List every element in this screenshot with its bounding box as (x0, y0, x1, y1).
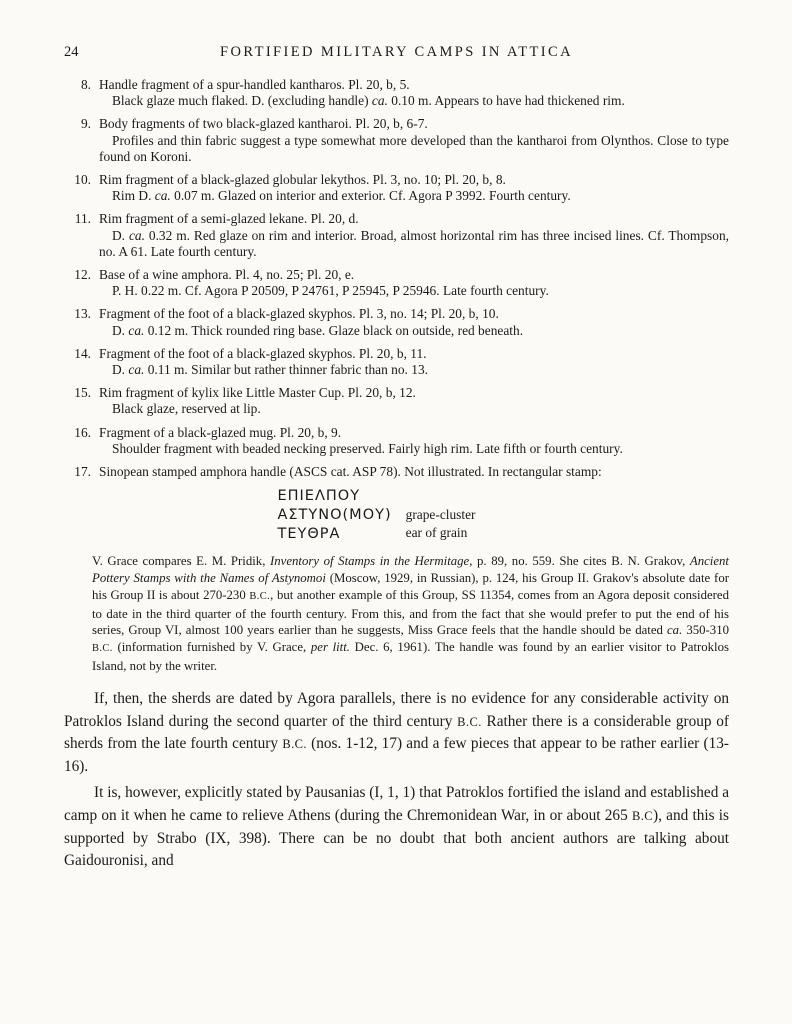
text-run: (information furnished by V. Grace, (112, 640, 311, 655)
entry-content (99, 211, 729, 260)
catalog-entry (64, 267, 729, 299)
entry-body-text (99, 283, 729, 299)
text-run: Fragment of the foot of a black-glazed skyphos. Pl. 20, b, 11. (99, 345, 427, 361)
text-run: (Moscow, 1929, in Russian), p. 124, his Group II. Grakov's absolute date for his Group II is about 270-230 (92, 571, 729, 602)
text-run: B.C. (282, 737, 307, 752)
catalog-entry (64, 385, 729, 417)
entry-head-text (99, 385, 729, 401)
text-run: Rim fragment of kylix like Little Master Cup. Pl. 20, b, 12. (99, 385, 416, 401)
text-run: 0.11 m. Similar but rather thinner fabric than no. 13. (144, 362, 428, 378)
text-run: If, then, the sherds are dated by Agora parallels, there is no evidence for any considerable activity on Patroklos Island during the second quarter of the third century (64, 689, 729, 730)
text-run: Inventory of Stamps in the Hermitage (270, 554, 470, 569)
catalog-entry (64, 306, 729, 338)
body-paragraph-2 (64, 782, 729, 873)
text-run: Black glaze, reserved at lip. (112, 401, 261, 417)
text-run: B.C. (92, 643, 113, 655)
text-run: B.C. (457, 714, 482, 729)
text-run: (nos. 1-12, 17) and a few pieces that appear to be rather earlier (13-16). (64, 735, 729, 776)
catalog-entry (64, 116, 729, 165)
stamp-greek-line-3: ΤΕΥΘΡΑ (277, 526, 341, 543)
entry-number: 15. (74, 385, 91, 401)
stamp-annotation-ear-of-grain: ear of grain (405, 525, 468, 541)
catalog-entry (64, 211, 729, 260)
entry-body-text (99, 401, 729, 417)
stamp-greek-text (277, 487, 391, 544)
entry-number: 8. (80, 77, 91, 92)
entry-number: 10. (74, 172, 91, 188)
entry-head-text (99, 267, 729, 283)
entry-body-text (99, 228, 729, 260)
entry-number: 14. (74, 345, 91, 361)
entry-content (99, 306, 729, 338)
entry-number: 9. (80, 116, 91, 132)
stamp-annotation-grape-cluster: grape-cluster (405, 507, 476, 523)
entry-head-text (99, 77, 729, 93)
text-run: ca. (154, 188, 171, 204)
entry-number: 11. (74, 211, 91, 227)
text-run: 0.32 m. Red glaze on rim and interior. Broad, almost horizontal rim has three incised lines. Cf. Thompson, no. A 61. Late fourth century. (99, 227, 729, 259)
entry-head-text (99, 464, 729, 480)
text-run: Rim D. (112, 188, 155, 204)
entry-head-text (99, 425, 729, 441)
entry-body-text (99, 93, 729, 109)
catalog-entry (64, 464, 729, 480)
text-run: ca. (371, 93, 388, 109)
text-run: 0.07 m. Glazed on interior and exterior. Cf. Agora P 3992. Fourth century. (170, 188, 571, 204)
stamp-greek-line-1: ΕΠΙΕΛΠΟΥ (277, 488, 361, 505)
catalog-entry (64, 77, 729, 109)
entry-content (99, 77, 729, 109)
text-run: ca. (128, 322, 145, 338)
text-run: D. (112, 362, 129, 378)
stamp-annotations (406, 506, 476, 544)
entry-content (99, 385, 729, 417)
body-paragraph-1 (64, 688, 729, 779)
entry-body-text (99, 323, 729, 339)
text-run: ca. (666, 623, 683, 638)
text-run: 0.10 m. Appears to have had thickened rim. (387, 93, 625, 109)
entry-head-text (99, 346, 729, 362)
text-run: Ancient Pottery Stamps with the Names of Astynomoi (92, 554, 729, 586)
text-run: Shoulder fragment with beaded necking preserved. Fairly high rim. Late fifth or fourth century. (112, 440, 623, 456)
text-run: Rim fragment of a semi-glazed lekane. Pl. 20, d. (99, 211, 359, 227)
entry-body-text (99, 441, 729, 457)
entry-number: 12. (74, 267, 91, 283)
catalog-entry (64, 172, 729, 204)
text-run: ), and this is supported by Strabo (IX, 398). There can be no doubt that both ancient authors are talking about Gaidouronisi, and (64, 806, 729, 870)
text-run: , p. 89, no. 559. She cites B. N. Grakov, (469, 554, 690, 569)
text-run: V. Grace compares E. M. Pridik, (92, 554, 270, 569)
text-run: Handle fragment of a spur-handled kantharos. Pl. 20, b, 5. (99, 77, 410, 92)
entry-content (99, 267, 729, 299)
text-run: 350-310 (682, 623, 729, 638)
entry-content (99, 172, 729, 204)
running-title: FORTIFIED MILITARY CAMPS IN ATTICA (220, 44, 573, 60)
text-run: B.C (631, 808, 654, 823)
text-run: per litt. (310, 640, 350, 655)
text-run: ca. (128, 227, 145, 243)
text-run: Fragment of the foot of a black-glazed skyphos. Pl. 3, no. 14; Pl. 20, b, 10. (99, 306, 499, 322)
footnote-paragraph (92, 553, 729, 675)
entry-number: 13. (74, 306, 91, 322)
entry-content (99, 116, 729, 165)
entry-number: 17. (74, 464, 91, 480)
text-run: Sinopean stamped amphora handle (ASCS cat. ASP 78). Not illustrated. In rectangular stamp: (99, 464, 602, 480)
text-run: Profiles and thin fabric suggest a type somewhat more developed than the kantharoi from Olynthos. Close to type found on Koroni. (99, 132, 729, 164)
text-run: Base of a wine amphora. Pl. 4, no. 25; Pl. 20, e. (99, 267, 355, 283)
text-run: Black glaze much flaked. D. (excluding handle) (112, 93, 372, 109)
catalog-entry (64, 346, 729, 378)
text-run: Body fragments of two black-glazed kantharoi. Pl. 20, b, 6-7. (99, 116, 428, 132)
text-run: Fragment of a black-glazed mug. Pl. 20, b, 9. (99, 424, 342, 440)
text-run: P. H. 0.22 m. Cf. Agora P 20509, P 24761, P 25945, P 25946. Late fourth century. (112, 283, 549, 299)
text-run: D. (112, 227, 129, 243)
stamp-block (64, 487, 689, 544)
stamp-greek-line-2: ΑΣΤΥΝΟ(ΜΟΥ) (277, 507, 392, 524)
entry-head-text (99, 306, 729, 322)
text-run: B.C. (249, 590, 271, 602)
entry-body-text (99, 188, 729, 204)
text-run: It is, however, explicitly stated by Pausanias (I, 1, 1) that Patroklos fortified the island and established a camp on it when he came to relieve Athens (during the Chremonidean War, in or about 265 (64, 784, 729, 824)
page-header (64, 44, 729, 63)
catalog-list (64, 77, 729, 480)
text-run: Rather there is a considerable group of sherds from the late fourth century (64, 712, 729, 753)
entry-head-text (99, 172, 729, 188)
entry-content (99, 346, 729, 378)
text-run: Dec. 6, 1961). The handle was found by an earlier visitor to Patroklos Island, not by the writer. (92, 640, 729, 674)
text-run: Rim fragment of a black-glazed globular lekythos. Pl. 3, no. 10; Pl. 20, b, 8. (99, 172, 506, 188)
entry-number: 16. (74, 424, 91, 440)
text-run: ca. (128, 362, 145, 378)
text-run: D. (112, 322, 129, 338)
entry-content (99, 425, 729, 457)
text-run: , but another example of this Group, SS 11354, comes from an Agora deposit considered to date in the third quarter of the fourth century. From this, and from the fact that she would prefer to put the end of his series, Group VI, almost 100 years earlier than he suggests, Miss Grace feels that the handle should be dated (92, 587, 729, 638)
entry-body-text (99, 362, 729, 378)
entry-head-text (99, 116, 729, 132)
entry-content (99, 464, 729, 480)
entry-head-text (99, 211, 729, 227)
entry-body-text (99, 133, 729, 165)
catalog-entry (64, 425, 729, 457)
text-run: 0.12 m. Thick rounded ring base. Glaze black on outside, red beneath. (144, 322, 524, 338)
page-number: 24 (64, 44, 79, 60)
